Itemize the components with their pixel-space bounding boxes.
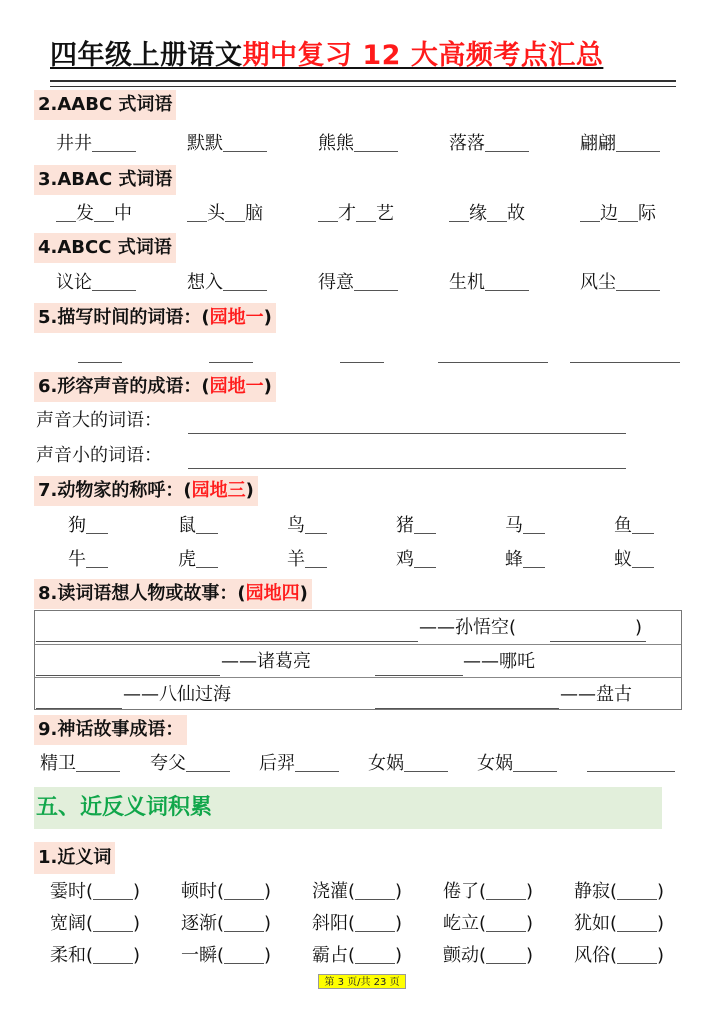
aabc-item: 井井 bbox=[56, 130, 136, 158]
synonym-item: 风俗( ) bbox=[574, 945, 665, 966]
animal-item: 蜂 bbox=[505, 546, 545, 574]
answer-blank[interactable] bbox=[209, 362, 253, 363]
quiet-words-row bbox=[34, 442, 684, 470]
answer-blank[interactable] bbox=[487, 201, 507, 222]
characters-stories-box bbox=[34, 610, 682, 710]
animal-item: 虎 bbox=[178, 546, 218, 574]
answer-blank[interactable] bbox=[617, 911, 657, 932]
answer-blank[interactable] bbox=[617, 879, 657, 900]
section-tag: 园地一 bbox=[209, 307, 264, 328]
page-indicator: 第 3 页/共 23 页 bbox=[318, 974, 406, 989]
abac-item: 边 际 bbox=[580, 200, 656, 228]
myth-item bbox=[587, 750, 675, 778]
myth-item: 女娲 bbox=[477, 750, 557, 778]
answer-blank[interactable] bbox=[225, 201, 245, 222]
loud-words-answer-line[interactable] bbox=[188, 433, 626, 434]
answer-blank[interactable] bbox=[92, 270, 136, 291]
answer-blank[interactable] bbox=[513, 751, 557, 772]
synonym-item: 浇灌( ) bbox=[312, 881, 403, 902]
animal-item: 鱼 bbox=[614, 512, 654, 540]
answer-blank[interactable] bbox=[196, 547, 218, 568]
synonym-item: 犹如( ) bbox=[574, 913, 665, 934]
section-3-items bbox=[34, 200, 684, 228]
answer-blank[interactable] bbox=[375, 675, 463, 676]
animal-home-row-1 bbox=[34, 512, 684, 540]
answer-blank[interactable] bbox=[356, 201, 376, 222]
zhuge-liang-text: ——诸葛亮 bbox=[221, 651, 311, 672]
loud-words-label: 声音大的词语： bbox=[36, 410, 162, 431]
synonyms-row-1 bbox=[34, 878, 684, 906]
synonym-item: 一瞬( ) bbox=[181, 945, 272, 966]
answer-blank[interactable] bbox=[187, 201, 207, 222]
animal-item: 蚁 bbox=[614, 546, 654, 574]
answer-blank[interactable] bbox=[449, 201, 469, 222]
answer-blank[interactable] bbox=[523, 547, 545, 568]
abac-item: 缘 故 bbox=[449, 200, 525, 228]
aabc-item: 翩翩 bbox=[580, 130, 660, 158]
answer-blank[interactable] bbox=[93, 879, 133, 900]
section-2-items bbox=[34, 130, 684, 158]
abcc-item: 生机 bbox=[449, 269, 529, 297]
sun-wukong-text: ——孙悟空( bbox=[419, 617, 517, 638]
answer-blank[interactable] bbox=[295, 751, 339, 772]
synonym-item: 斜阳( ) bbox=[312, 913, 403, 934]
loud-words-row bbox=[34, 407, 684, 435]
answer-blank[interactable] bbox=[224, 879, 264, 900]
myth-item: 精卫 bbox=[40, 750, 120, 778]
answer-blank[interactable] bbox=[486, 943, 526, 964]
answer-blank[interactable] bbox=[375, 708, 559, 709]
page-title bbox=[50, 38, 676, 74]
answer-blank[interactable] bbox=[86, 513, 108, 534]
answer-blank[interactable] bbox=[224, 911, 264, 932]
synonym-item: 颤动( ) bbox=[443, 945, 534, 966]
answer-blank[interactable] bbox=[318, 201, 338, 222]
answer-blank[interactable] bbox=[632, 513, 654, 534]
answer-blank[interactable] bbox=[36, 641, 418, 642]
abac-item: 头 脑 bbox=[187, 200, 263, 228]
answer-blank[interactable] bbox=[36, 675, 220, 676]
answer-blank[interactable] bbox=[570, 362, 680, 363]
animal-item: 鼠 bbox=[178, 512, 218, 540]
answer-blank[interactable] bbox=[618, 201, 638, 222]
abcc-item: 议论 bbox=[56, 269, 136, 297]
answer-blank[interactable] bbox=[414, 547, 436, 568]
section-4-items bbox=[34, 269, 684, 297]
answer-blank[interactable] bbox=[93, 911, 133, 932]
section-7-heading: 7.动物家的称呼：(园地三) bbox=[34, 476, 258, 506]
answer-blank[interactable] bbox=[93, 943, 133, 964]
answer-blank[interactable] bbox=[550, 641, 646, 642]
section-8-heading: 8.读词语想人物或故事：(园地四) bbox=[34, 579, 312, 609]
aabc-item: 默默 bbox=[187, 130, 267, 158]
answer-blank[interactable] bbox=[56, 201, 76, 222]
animal-item: 鸡 bbox=[396, 546, 436, 574]
section-4-heading: 4.ABCC 式词语 bbox=[34, 233, 176, 263]
animal-item: 猪 bbox=[396, 512, 436, 540]
answer-blank[interactable] bbox=[305, 513, 327, 534]
answer-blank[interactable] bbox=[616, 270, 660, 291]
section-9-items bbox=[34, 750, 684, 778]
answer-blank[interactable] bbox=[523, 513, 545, 534]
answer-blank[interactable] bbox=[617, 943, 657, 964]
quiet-words-label: 声音小的词语： bbox=[36, 445, 162, 466]
characters-row-1 bbox=[35, 611, 681, 644]
answer-blank[interactable] bbox=[486, 879, 526, 900]
answer-blank[interactable] bbox=[86, 547, 108, 568]
myth-item: 后羿 bbox=[259, 750, 339, 778]
answer-blank[interactable] bbox=[186, 751, 230, 772]
answer-blank[interactable] bbox=[340, 362, 384, 363]
synonym-item: 倦了( ) bbox=[443, 881, 534, 902]
answer-blank[interactable] bbox=[632, 547, 654, 568]
section-9-heading: 9.神话故事成语： bbox=[34, 715, 187, 745]
close-paren: ) bbox=[635, 617, 643, 638]
answer-blank[interactable] bbox=[94, 201, 114, 222]
answer-blank[interactable] bbox=[404, 751, 448, 772]
abac-item: 才 艺 bbox=[318, 200, 394, 228]
answer-blank[interactable] bbox=[355, 911, 395, 932]
section-5-heading: 5.描写时间的词语：(园地一) bbox=[34, 303, 276, 333]
quiet-words-answer-line[interactable] bbox=[188, 468, 626, 469]
animal-item: 马 bbox=[505, 512, 545, 540]
animal-item: 狗 bbox=[68, 512, 108, 540]
synonym-item: 宽阔( ) bbox=[50, 913, 141, 934]
aabc-item: 熊熊 bbox=[318, 130, 398, 158]
title-double-rule bbox=[50, 80, 676, 87]
animal-item: 羊 bbox=[287, 546, 327, 574]
nezha-text: ——哪吒 bbox=[463, 651, 535, 672]
section-3-heading: 3.ABAC 式词语 bbox=[34, 165, 176, 195]
section-6-heading: 6.形容声音的成语：(园地一) bbox=[34, 372, 276, 402]
abcc-item: 风尘 bbox=[580, 269, 660, 297]
synonym-item: 静寂( ) bbox=[574, 881, 665, 902]
synonyms-row-2 bbox=[34, 910, 684, 938]
answer-blank[interactable] bbox=[616, 131, 660, 152]
synonym-item: 顿时( ) bbox=[181, 881, 272, 902]
myth-item: 女娲 bbox=[368, 750, 448, 778]
section-tag: 园地三 bbox=[191, 480, 246, 501]
answer-blank[interactable] bbox=[224, 943, 264, 964]
synonyms-row-3 bbox=[34, 942, 684, 970]
answer-blank[interactable] bbox=[355, 943, 395, 964]
answer-blank[interactable] bbox=[76, 751, 120, 772]
section-tag: 园地一 bbox=[209, 376, 264, 397]
answer-blank[interactable] bbox=[355, 879, 395, 900]
abcc-item: 想入 bbox=[187, 269, 267, 297]
myth-item: 夸父 bbox=[150, 750, 230, 778]
answer-blank[interactable] bbox=[223, 270, 267, 291]
answer-blank[interactable] bbox=[196, 513, 218, 534]
synonym-item: 逐渐( ) bbox=[181, 913, 272, 934]
title-black-part: 四年级上册语文 bbox=[50, 40, 243, 71]
section-2-heading: 2.AABC 式词语 bbox=[34, 90, 176, 120]
answer-blank[interactable] bbox=[223, 131, 267, 152]
characters-row-3 bbox=[35, 677, 681, 711]
abac-item: 发 中 bbox=[56, 200, 132, 228]
synonym-item: 柔和( ) bbox=[50, 945, 141, 966]
synonym-item: 屹立( ) bbox=[443, 913, 534, 934]
answer-blank[interactable] bbox=[354, 270, 398, 291]
section-tag: 园地四 bbox=[245, 583, 300, 604]
pangu-text: ——盘古 bbox=[560, 684, 632, 705]
aabc-item: 落落 bbox=[449, 130, 529, 158]
answer-blank[interactable] bbox=[485, 131, 529, 152]
answer-blank[interactable] bbox=[36, 708, 122, 709]
characters-row-2 bbox=[35, 644, 681, 678]
synonyms-heading: 1.近义词 bbox=[34, 842, 115, 874]
answer-blank[interactable] bbox=[305, 547, 327, 568]
animal-item: 牛 bbox=[68, 546, 108, 574]
answer-blank[interactable] bbox=[354, 131, 398, 152]
answer-blank[interactable] bbox=[486, 911, 526, 932]
title-red-part: 期中复习 12 大高频考点汇总 bbox=[242, 40, 604, 71]
answer-blank[interactable] bbox=[438, 362, 548, 363]
part-5-heading: 五、近反义词积累 bbox=[34, 787, 662, 829]
answer-blank[interactable] bbox=[414, 513, 436, 534]
answer-blank[interactable] bbox=[78, 362, 122, 363]
abcc-item: 得意 bbox=[318, 269, 398, 297]
synonym-item: 霸占( ) bbox=[312, 945, 403, 966]
animal-item: 鸟 bbox=[287, 512, 327, 540]
eight-immortals-text: ——八仙过海 bbox=[123, 684, 231, 705]
answer-blank[interactable] bbox=[580, 201, 600, 222]
synonym-item: 霎时( ) bbox=[50, 881, 141, 902]
answer-blank[interactable] bbox=[587, 751, 675, 772]
answer-blank[interactable] bbox=[485, 270, 529, 291]
answer-blank[interactable] bbox=[92, 131, 136, 152]
animal-home-row-2 bbox=[34, 546, 684, 574]
